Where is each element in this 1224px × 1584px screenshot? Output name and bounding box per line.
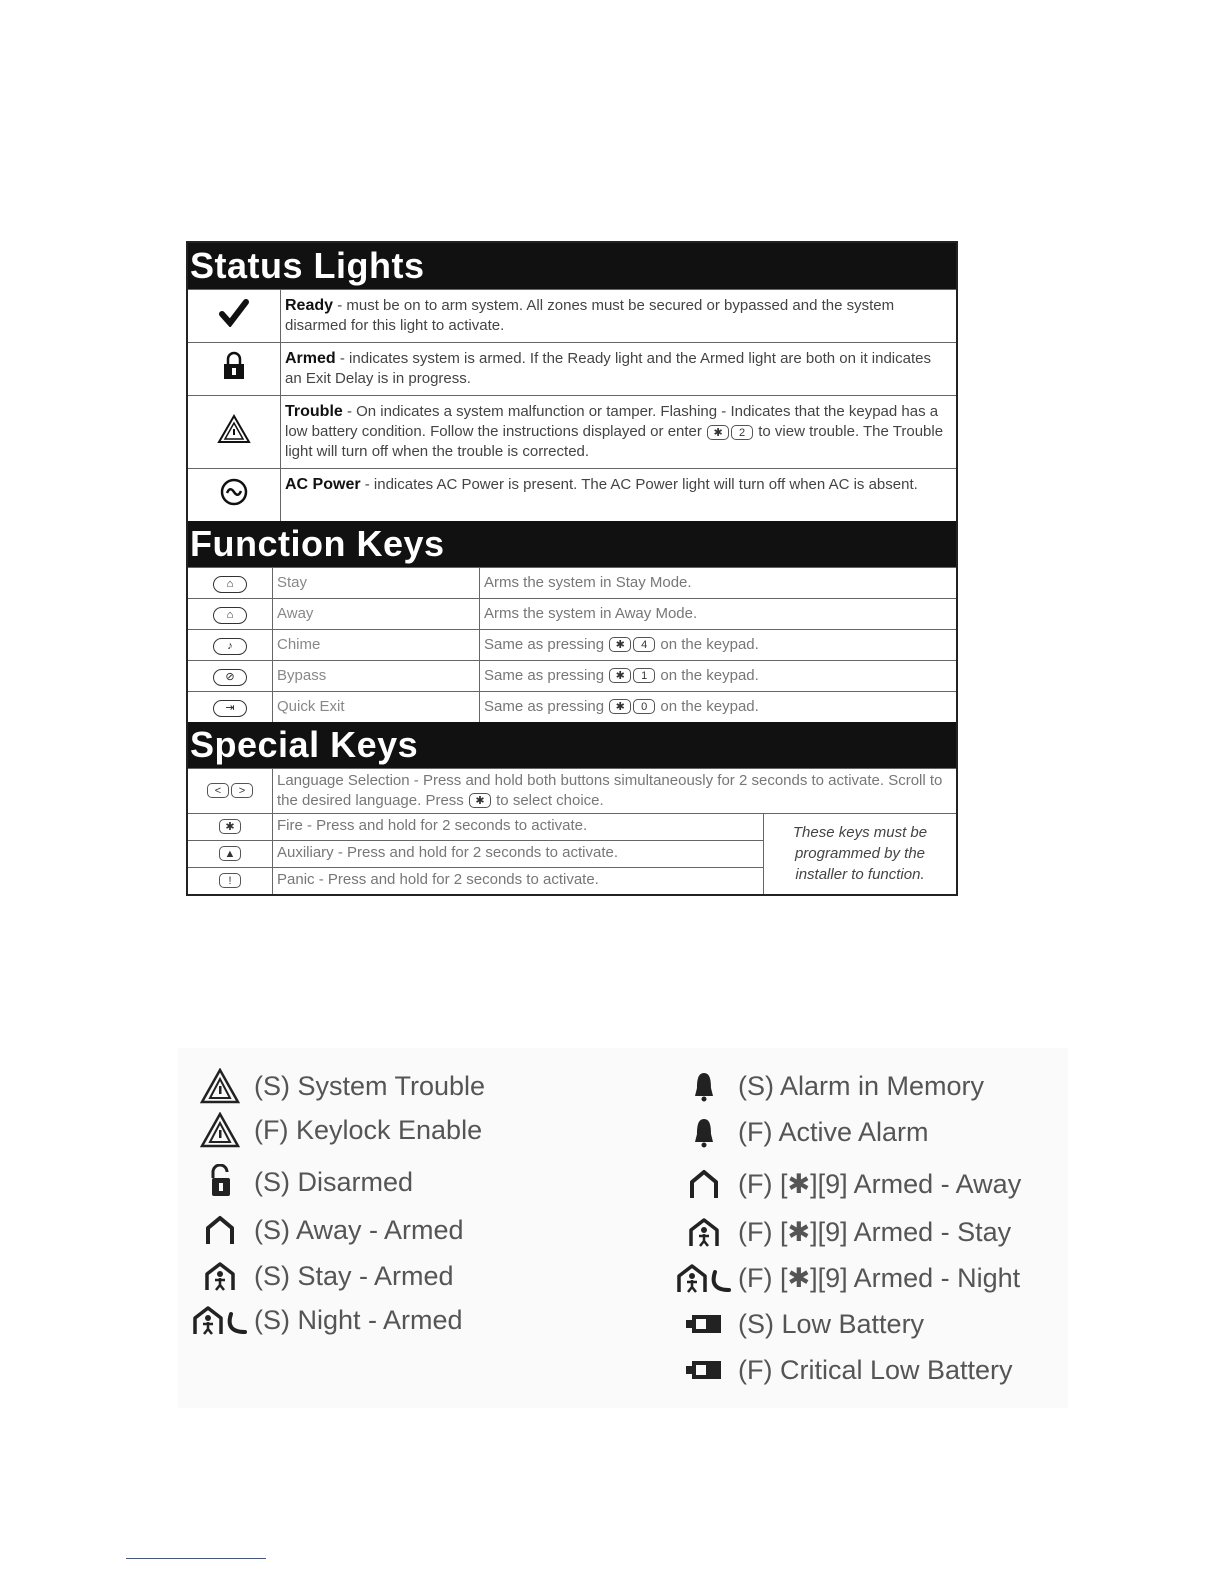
legend-label: (F) [✱][9] Armed - Away [738, 1168, 1022, 1199]
stay-key-icon: ⌂ [213, 576, 247, 593]
quick-reference-table [186, 241, 958, 896]
status-row-armed [188, 343, 956, 396]
battery-icon [674, 1359, 734, 1381]
function-name: Quick Exit [273, 691, 480, 722]
status-text: - indicates system is armed. If the Ready light and the Armed light are both on it indicates an Exit Delay is in progress. [285, 350, 931, 387]
star-key-icon: ✱ [707, 425, 729, 440]
function-row-chime [188, 629, 956, 660]
legend-item [674, 1258, 1020, 1298]
house-person-moon-icon [190, 1304, 250, 1336]
number-key-icon: 1 [633, 668, 655, 683]
language-desc-after: to select choice. [491, 791, 604, 809]
battery-icon [674, 1313, 734, 1335]
left-arrow-key-icon: < [207, 783, 229, 798]
function-keys-table [188, 567, 956, 722]
function-desc: Arms the system in Stay Mode. [480, 567, 957, 598]
trouble-triangle-icon [190, 1112, 250, 1148]
legend-item [190, 1066, 485, 1106]
number-key-icon: 0 [633, 699, 655, 714]
function-name: Away [273, 598, 480, 629]
legend-label: (F) [✱][9] Armed - Night [738, 1262, 1021, 1293]
function-desc: Same as pressing [484, 697, 609, 715]
star-key-icon: ✱ [609, 668, 631, 683]
function-desc: Arms the system in Away Mode. [480, 598, 957, 629]
chime-key-icon: ♪ [213, 638, 247, 655]
legend-label: (F) Active Alarm [738, 1116, 929, 1147]
house-icon [674, 1168, 734, 1200]
bell-icon [674, 1116, 734, 1148]
legend-item [674, 1304, 924, 1344]
function-name: Bypass [273, 660, 480, 691]
warning-triangle-icon [188, 396, 281, 469]
legend-label: (S) Low Battery [738, 1308, 925, 1339]
open-lock-icon [190, 1164, 250, 1200]
status-title: Ready [285, 297, 334, 314]
function-name: Chime [273, 629, 480, 660]
quick-exit-key-icon: ⇥ [213, 700, 247, 717]
function-keys-header: Function Keys [188, 521, 956, 567]
legend-label: (F) [✱][9] Armed - Stay [738, 1216, 1012, 1247]
auxiliary-key-icon: ▲ [219, 846, 241, 861]
star-key-icon: ✱ [609, 637, 631, 652]
ac-power-icon [188, 469, 281, 521]
function-row-quick-exit [188, 691, 956, 722]
bypass-key-icon: ⊘ [213, 669, 247, 686]
house-person-icon [674, 1216, 734, 1248]
status-text: - indicates AC Power is present. The AC Power light will turn off when AC is absent. [360, 476, 918, 493]
bell-icon [674, 1070, 734, 1102]
house-icon [190, 1214, 250, 1246]
legend-label: (S) Alarm in Memory [738, 1070, 985, 1101]
special-keys-header: Special Keys [188, 722, 956, 768]
status-lights-header: Status Lights [188, 243, 956, 289]
legend-item [674, 1212, 1011, 1252]
footnote-rule [126, 1558, 266, 1559]
legend-item [674, 1112, 929, 1152]
function-row-away [188, 598, 956, 629]
legend-item [190, 1256, 454, 1296]
special-keys-note: These keys must be programmed by the installer to function. [764, 813, 957, 894]
function-desc-after: on the keypad. [656, 635, 759, 653]
status-row-ac-power [188, 469, 956, 521]
legend-item [190, 1300, 463, 1340]
language-desc: Language Selection - Press and hold both buttons simultaneously for 2 seconds to activate. Scroll to the desired language. Press [277, 771, 943, 809]
away-key-icon: ⌂ [213, 607, 247, 624]
status-lights-table [188, 289, 956, 521]
star-key-icon: ✱ [609, 699, 631, 714]
trouble-triangle-icon [190, 1068, 250, 1104]
fire-key-icon: ✱ [219, 819, 241, 834]
legend-label: (F) Critical Low Battery [738, 1354, 1013, 1385]
function-desc-after: on the keypad. [656, 666, 759, 684]
status-row-trouble [188, 396, 956, 469]
special-desc: Fire - Press and hold for 2 seconds to activate. [273, 813, 764, 840]
status-title: AC Power [285, 476, 361, 493]
function-row-bypass [188, 660, 956, 691]
legend-item [674, 1350, 1013, 1390]
legend-item [674, 1066, 984, 1106]
legend-item [190, 1162, 413, 1202]
function-name: Stay [273, 567, 480, 598]
legend-label: (F) Keylock Enable [254, 1114, 483, 1145]
star-key-icon: ✱ [469, 793, 491, 808]
status-title: Armed [285, 350, 336, 367]
special-keys-table [188, 768, 956, 894]
lcd-icon-legend [178, 1048, 1068, 1408]
house-person-moon-icon [674, 1262, 734, 1294]
legend-item [190, 1210, 464, 1250]
special-row-fire [188, 813, 956, 840]
legend-label: (S) Stay - Armed [254, 1260, 454, 1291]
function-desc-after: on the keypad. [656, 697, 759, 715]
function-desc: Same as pressing [484, 666, 609, 684]
right-arrow-key-icon: > [231, 783, 253, 798]
status-title: Trouble [285, 403, 343, 420]
number-key-icon: 2 [731, 425, 753, 440]
status-text: - must be on to arm system. All zones must be secured or bypassed and the system disarmed for this light to activate. [285, 297, 895, 334]
legend-label: (S) Away - Armed [254, 1214, 464, 1245]
legend-item [674, 1164, 1021, 1204]
status-text-cont: to view trouble. The Trouble light will turn off when the trouble is corrected. [285, 423, 944, 460]
special-desc: Auxiliary - Press and hold for 2 seconds to activate. [273, 840, 764, 867]
check-icon [188, 290, 281, 343]
legend-label: (S) System Trouble [254, 1070, 486, 1101]
panic-key-icon: ! [219, 873, 241, 888]
legend-item [190, 1110, 482, 1150]
legend-label: (S) Disarmed [254, 1166, 414, 1197]
status-row-ready [188, 290, 956, 343]
function-row-stay [188, 567, 956, 598]
special-desc: Panic - Press and hold for 2 seconds to activate. [273, 867, 764, 894]
lock-icon [188, 343, 281, 396]
number-key-icon: 4 [633, 637, 655, 652]
function-desc: Same as pressing [484, 635, 609, 653]
legend-label: (S) Night - Armed [254, 1304, 463, 1335]
status-text: - On indicates a system malfunction or tamper. Flashing - Indicates that the keypad has a low battery condition. Follow the instructions displayed or enter [285, 403, 939, 440]
house-person-icon [190, 1260, 250, 1292]
special-row-language [188, 768, 956, 813]
